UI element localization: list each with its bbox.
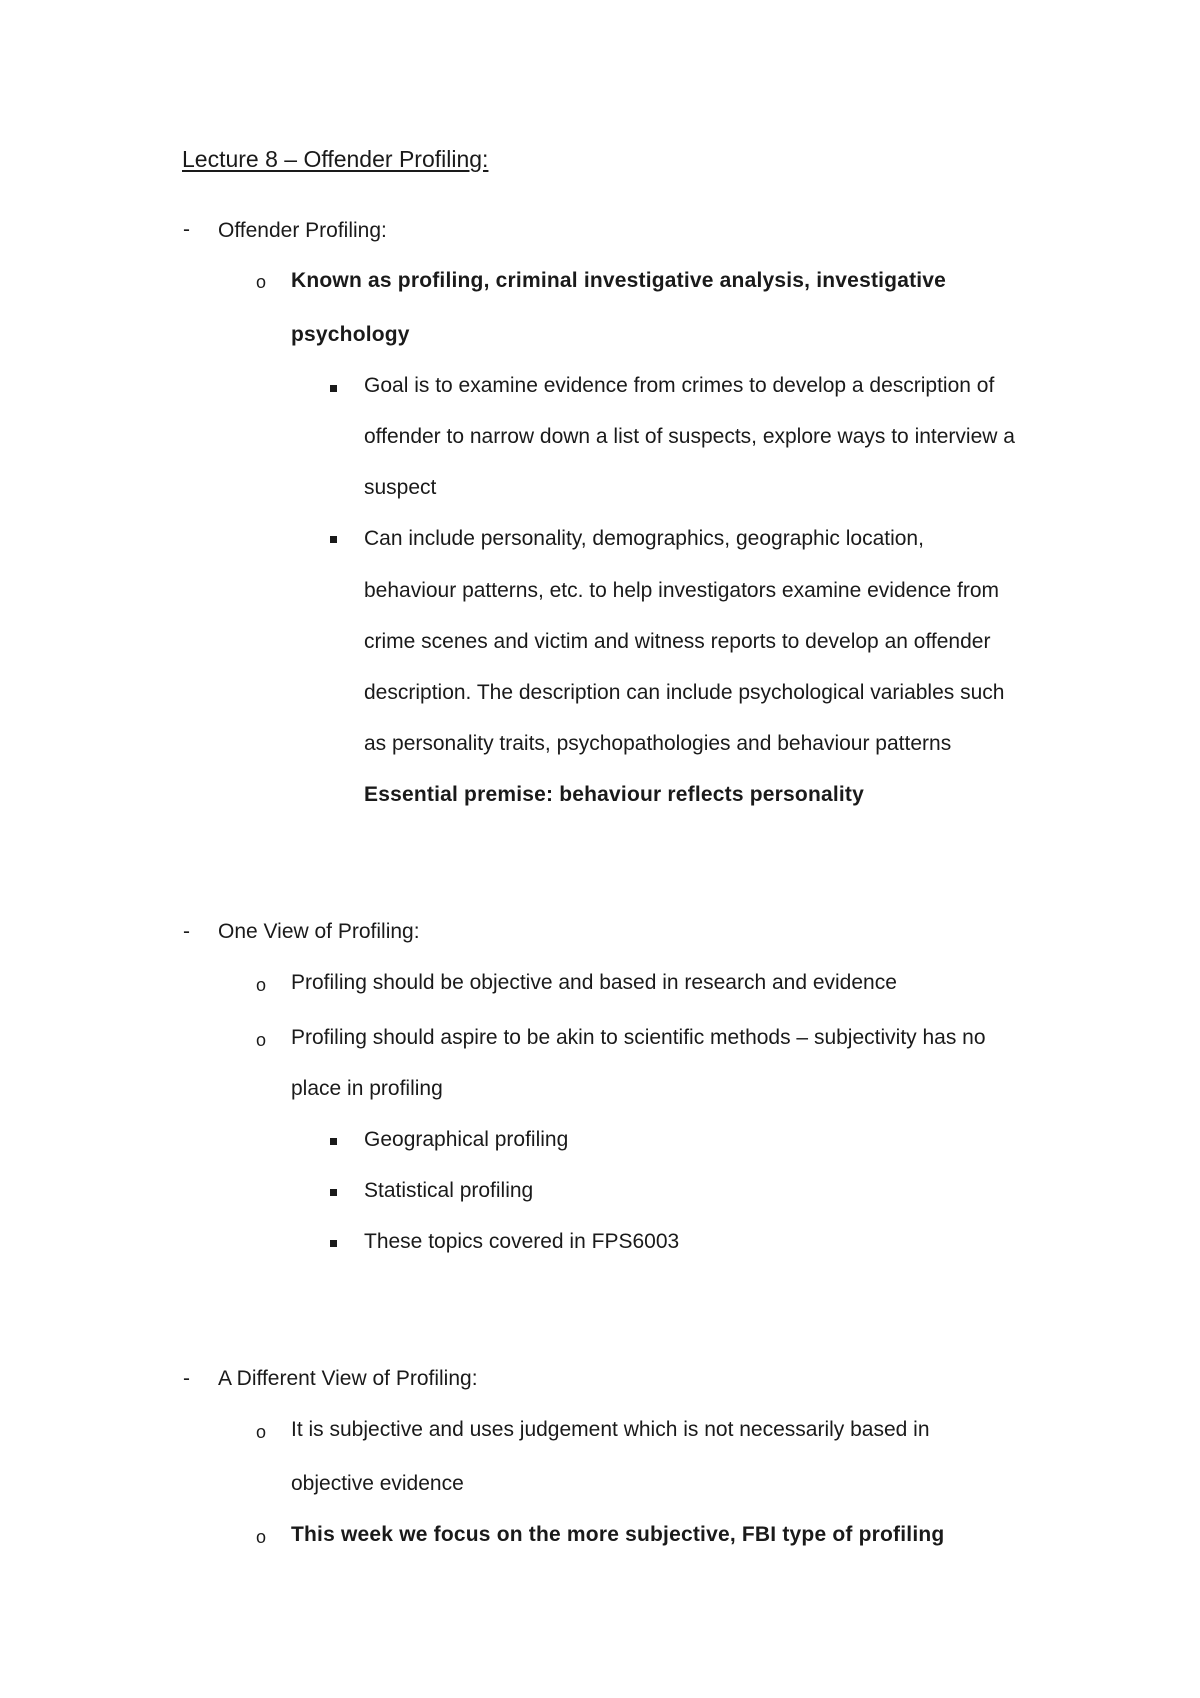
- list-item-line: These topics covered in FPS6003: [364, 1230, 680, 1253]
- list-item-line: behaviour patterns, etc. to help investigators examine evidence from: [364, 579, 1000, 602]
- circle-bullet: o: [256, 1422, 267, 1442]
- list-item-line: Statistical profiling: [364, 1179, 534, 1202]
- square-bullet: [330, 1189, 337, 1196]
- list-item-line: crime scenes and victim and witness reports to develop an offender: [364, 630, 991, 653]
- section-heading-different-view: A Different View of Profiling:: [218, 1367, 478, 1390]
- circle-bullet: o: [256, 1030, 267, 1050]
- circle-bullet: o: [256, 975, 267, 995]
- list-item-line: This week we focus on the more subjective, FBI type of profiling: [291, 1523, 945, 1546]
- dash-bullet: -: [183, 218, 190, 241]
- list-item-line: Can include personality, demographics, geographic location,: [364, 527, 924, 550]
- list-item-line: Known as profiling, criminal investigative analysis, investigative: [291, 269, 947, 292]
- list-item-line: place in profiling: [291, 1077, 443, 1100]
- dash-bullet: -: [183, 920, 190, 943]
- list-item-line: offender to narrow down a list of suspects, explore ways to interview a: [364, 425, 1015, 448]
- list-item-line: psychology: [291, 323, 410, 346]
- square-bullet: [330, 1240, 337, 1247]
- circle-bullet: o: [256, 272, 267, 292]
- square-bullet: [330, 385, 337, 392]
- section-heading-one-view: One View of Profiling:: [218, 920, 420, 943]
- list-item-line: objective evidence: [291, 1472, 464, 1495]
- square-bullet: [330, 1138, 337, 1145]
- list-item-line: Profiling should aspire to be akin to scientific methods – subjectivity has no: [291, 1026, 986, 1049]
- dash-bullet: -: [183, 1367, 190, 1390]
- list-item-line: Geographical profiling: [364, 1128, 569, 1151]
- list-item-line: Profiling should be objective and based in research and evidence: [291, 971, 897, 994]
- list-item-line: description. The description can include psychological variables such: [364, 681, 1005, 704]
- square-bullet: [330, 536, 337, 543]
- list-item-line: as personality traits, psychopathologies and behaviour patterns: [364, 732, 952, 755]
- list-item-line: Goal is to examine evidence from crimes to develop a description of: [364, 374, 995, 397]
- page-title: Lecture 8 – Offender Profiling:: [182, 146, 489, 172]
- list-item-line: It is subjective and uses judgement which is not necessarily based in: [291, 1418, 930, 1441]
- list-item-line: suspect: [364, 476, 437, 499]
- circle-bullet: o: [256, 1527, 267, 1547]
- essential-premise-note: Essential premise: behaviour reflects personality: [364, 783, 864, 806]
- section-heading-offender-profiling: Offender Profiling:: [218, 219, 387, 242]
